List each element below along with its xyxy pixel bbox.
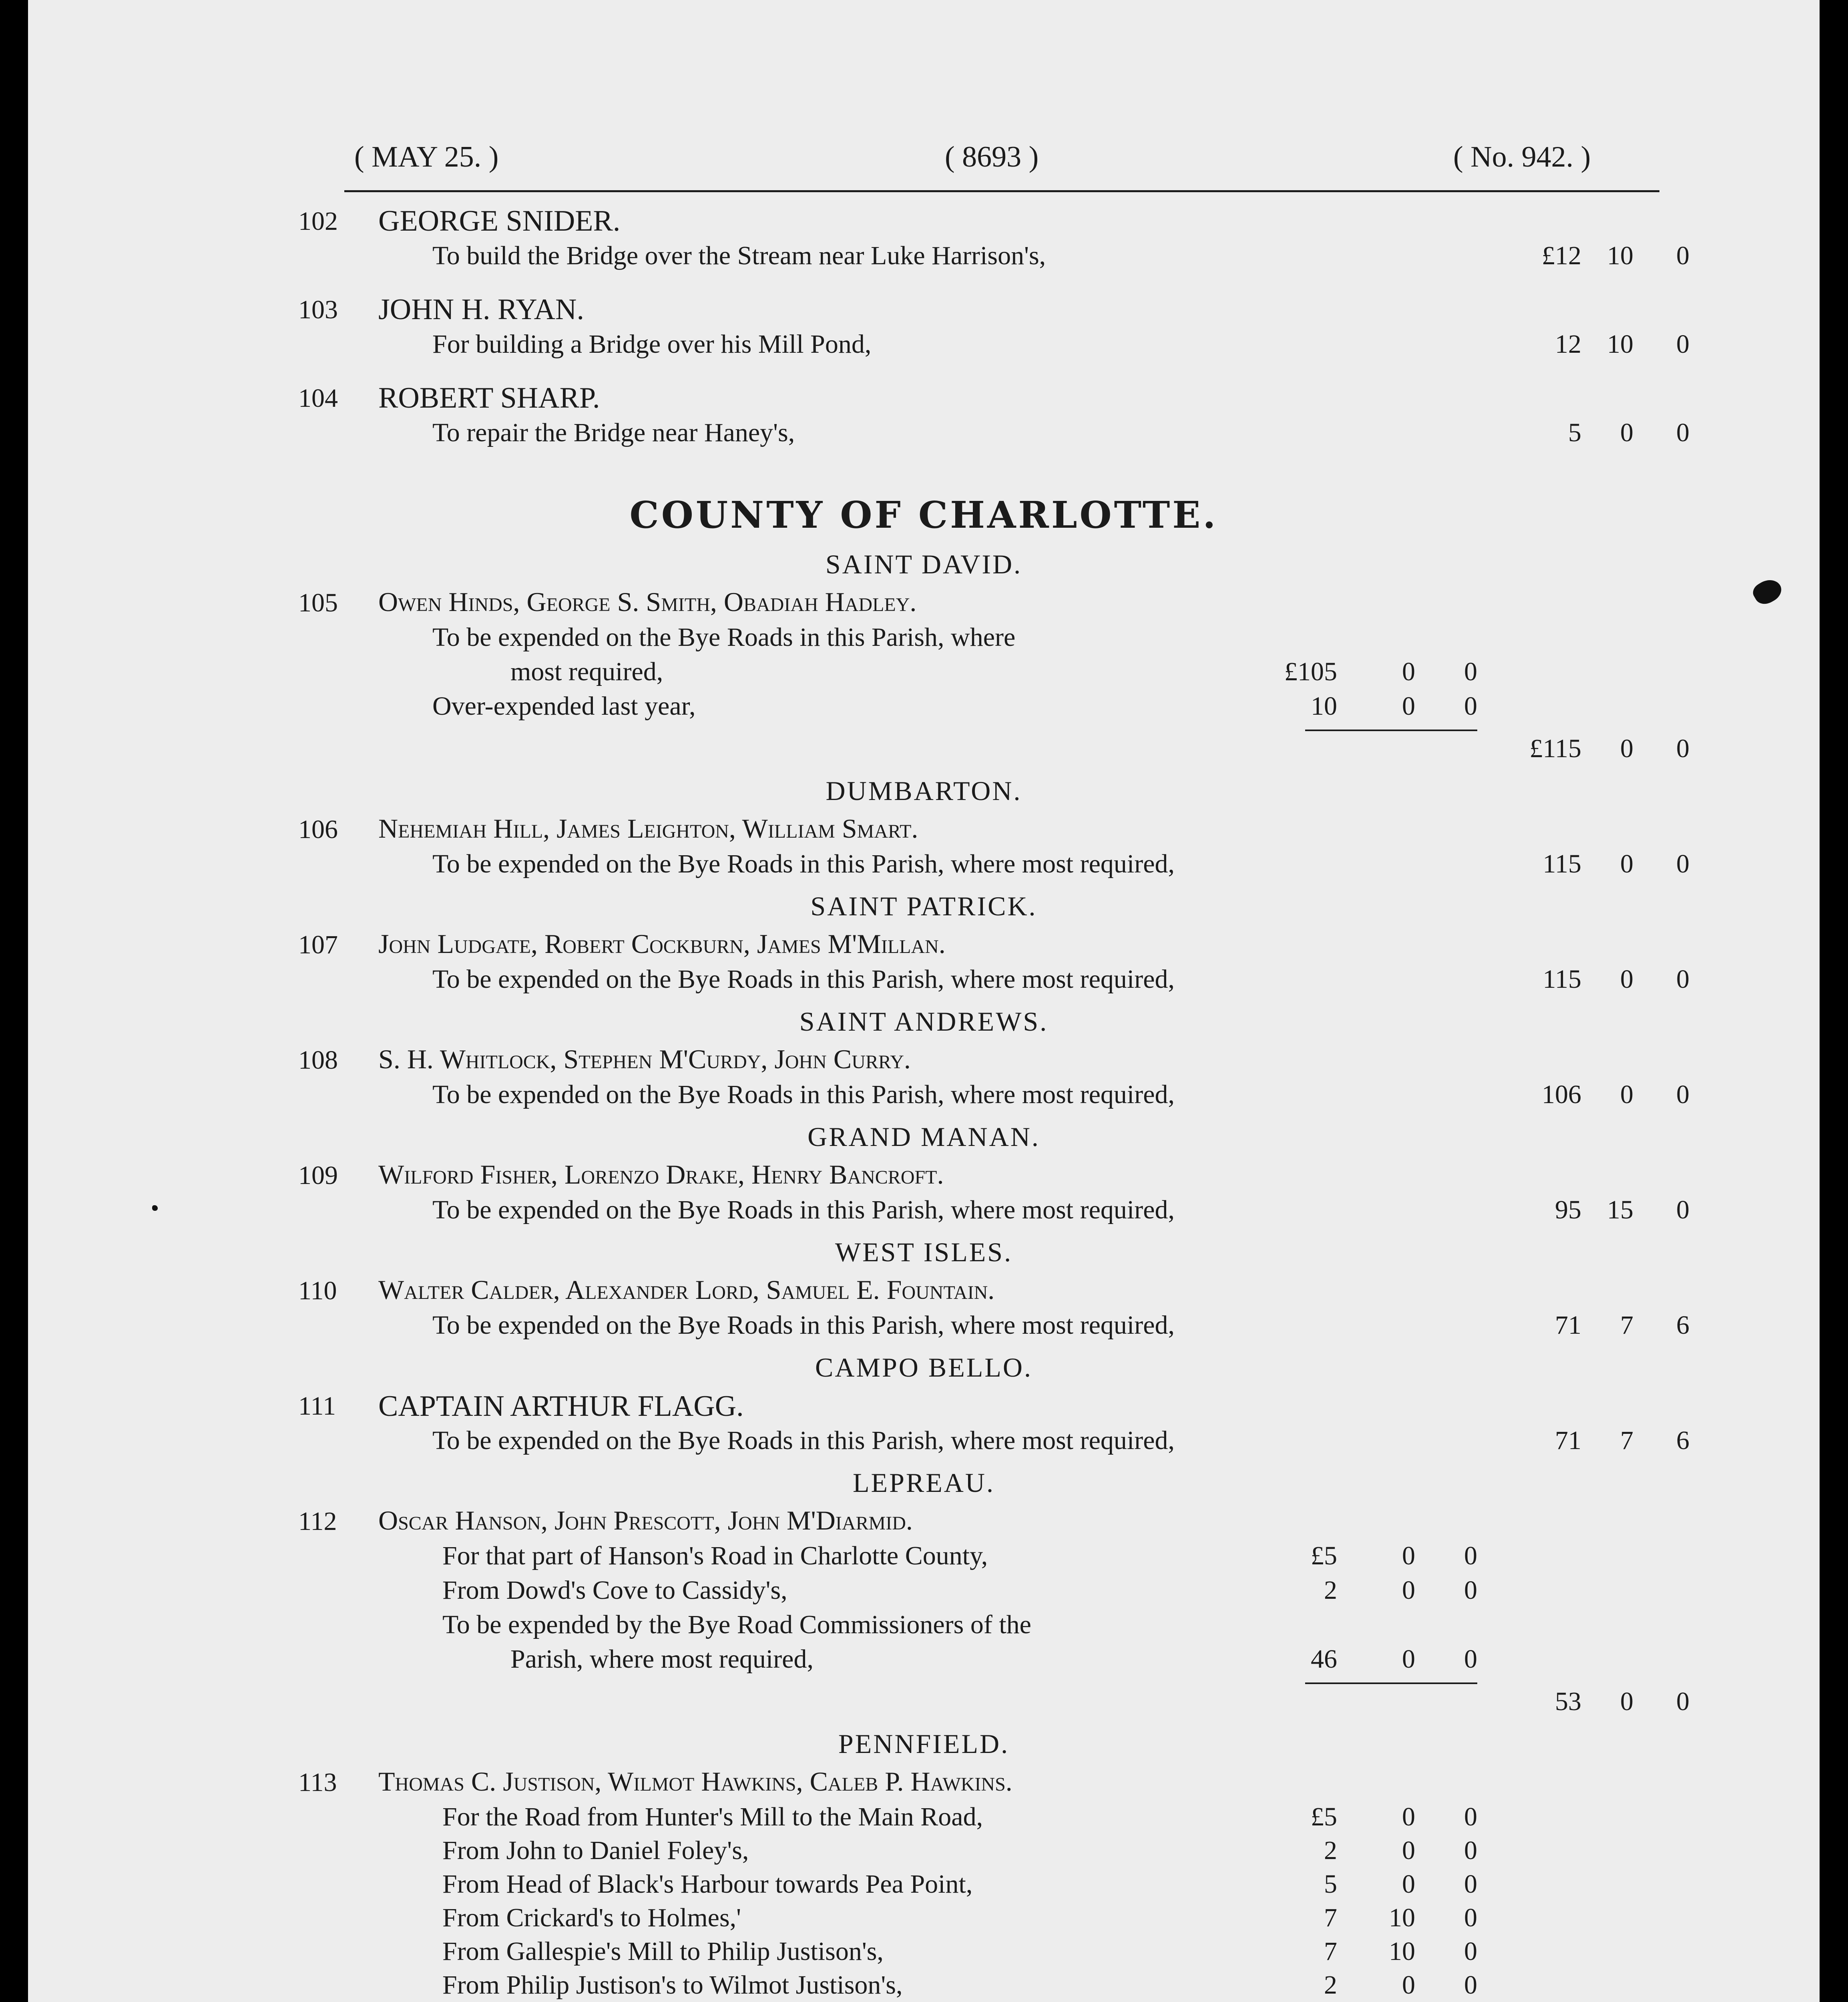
entry-amount: 0 xyxy=(1620,1687,1633,1716)
item-amount: £5 xyxy=(1311,1802,1337,1831)
item-amount: 10 xyxy=(1311,691,1337,721)
parish-heading: SAINT PATRICK. xyxy=(810,891,1037,921)
entry-description: To be expended on the Bye Roads in this Parish, where most required, xyxy=(432,1080,1175,1109)
commissioner-names: Thomas C. Justison, Wilmot Hawkins, Caleb P. Hawkins. xyxy=(378,1766,1012,1797)
entry-amount: 10 xyxy=(1607,330,1633,359)
item-amount: £105 xyxy=(1284,657,1337,686)
entry-number: 105 xyxy=(298,588,338,617)
item-amount: 0 xyxy=(1402,1836,1415,1865)
entry-amount: £115 xyxy=(1529,734,1581,763)
entry-number: 113 xyxy=(298,1768,337,1797)
item-amount: 0 xyxy=(1464,1541,1477,1570)
item-amount: 0 xyxy=(1464,1802,1477,1831)
item-description: From John to Daniel Foley's, xyxy=(442,1836,749,1865)
entry-description: To repair the Bridge near Haney's, xyxy=(432,418,795,447)
document-page xyxy=(28,0,1820,2002)
entry-name: JOHN H. RYAN. xyxy=(378,293,584,326)
item-amount: 0 xyxy=(1402,1576,1415,1605)
item-amount: 7 xyxy=(1324,1903,1337,1932)
ink-speck xyxy=(152,1205,158,1211)
item-description: From Dowd's Cove to Cassidy's, xyxy=(442,1576,787,1605)
entry-description: To be expended on the Bye Roads in this Parish, where most required, xyxy=(432,849,1175,878)
entry-description: To be expended on the Bye Roads in this Parish, where most required, xyxy=(432,1426,1175,1455)
item-amount: 0 xyxy=(1402,1869,1415,1899)
commissioner-names: Nehemiah Hill, James Leighton, William Smart. xyxy=(378,813,918,844)
commissioner-names: Oscar Hanson, John Prescott, John M'Diarmid. xyxy=(378,1505,913,1536)
subtotal-rule xyxy=(1305,1682,1477,1684)
item-amount: 0 xyxy=(1402,691,1415,721)
subtotal-rule xyxy=(1305,730,1477,731)
item-amount: 0 xyxy=(1464,1576,1477,1605)
item-amount: 5 xyxy=(1324,1869,1337,1899)
commissioner-names: S. H. Whitlock, Stephen M'Curdy, John Curry. xyxy=(378,1044,911,1074)
entry-amount: 71 xyxy=(1555,1426,1581,1455)
entry-amount: 15 xyxy=(1607,1195,1633,1224)
page-date-header: ( MAY 25. ) xyxy=(354,141,499,173)
header-rule xyxy=(344,190,1659,192)
item-amount: 0 xyxy=(1464,1970,1477,2000)
entry-amount: 6 xyxy=(1676,1311,1689,1340)
entry-number: 109 xyxy=(298,1161,338,1190)
item-amount: 0 xyxy=(1464,1644,1477,1674)
entry-amount: 0 xyxy=(1676,734,1689,763)
item-amount: 2 xyxy=(1324,1576,1337,1605)
item-amount: 46 xyxy=(1311,1644,1337,1674)
entry-amount: 0 xyxy=(1676,849,1689,878)
entry-amount: 0 xyxy=(1676,330,1689,359)
entry-amount: 95 xyxy=(1555,1195,1581,1224)
item-description: To be expended on the Bye Roads in this Parish, where xyxy=(432,623,1016,652)
parish-heading: DUMBARTON. xyxy=(826,776,1022,806)
entry-number: 103 xyxy=(298,295,338,324)
entry-name: ROBERT SHARP. xyxy=(378,382,600,414)
entry-amount: 0 xyxy=(1676,241,1689,270)
entry-amount: 0 xyxy=(1620,1080,1633,1109)
item-amount: 0 xyxy=(1464,1937,1477,1966)
item-amount: £5 xyxy=(1311,1541,1337,1570)
item-amount: 10 xyxy=(1389,1937,1415,1966)
parish-heading: LEPREAU. xyxy=(853,1467,995,1498)
parish-heading: WEST ISLES. xyxy=(835,1237,1013,1267)
entry-number: 106 xyxy=(298,815,338,844)
item-amount: 0 xyxy=(1464,691,1477,721)
entry-amount: 0 xyxy=(1620,965,1633,994)
entry-amount: 115 xyxy=(1543,965,1581,994)
entry-description: For building a Bridge over his Mill Pond, xyxy=(432,330,872,359)
entry-amount: 115 xyxy=(1543,849,1581,878)
page-content xyxy=(28,0,1820,2002)
entry-number: 110 xyxy=(298,1276,337,1305)
item-description: From Gallespie's Mill to Philip Justison's, xyxy=(442,1937,884,1966)
commissioner-names: Walter Calder, Alexander Lord, Samuel E. Fountain. xyxy=(378,1274,995,1305)
entry-amount: 0 xyxy=(1620,849,1633,878)
commissioner-names: Wilford Fisher, Lorenzo Drake, Henry Bancroft. xyxy=(378,1159,944,1190)
item-description: most required, xyxy=(510,657,663,686)
item-amount: 7 xyxy=(1324,1937,1337,1966)
entry-amount: 6 xyxy=(1676,1426,1689,1455)
entry-amount: 0 xyxy=(1676,1687,1689,1716)
parish-heading: CAMPO BELLO. xyxy=(815,1352,1032,1383)
entry-amount: 5 xyxy=(1568,418,1581,447)
entry-amount: 71 xyxy=(1555,1311,1581,1340)
item-amount: 0 xyxy=(1402,1970,1415,2000)
entry-number: 111 xyxy=(298,1391,336,1421)
county-heading: COUNTY OF CHARLOTTE. xyxy=(629,493,1218,537)
item-description: Over-expended last year, xyxy=(432,691,696,721)
entry-name: GEORGE SNIDER. xyxy=(378,205,621,237)
item-amount: 0 xyxy=(1402,1644,1415,1674)
entry-amount: 0 xyxy=(1676,1195,1689,1224)
entry-number: 107 xyxy=(298,930,338,959)
entry-amount: 12 xyxy=(1555,330,1581,359)
item-description: From Philip Justison's to Wilmot Justison's, xyxy=(442,1970,903,2000)
entry-amount: 53 xyxy=(1555,1687,1581,1716)
entry-amount: 7 xyxy=(1620,1311,1633,1340)
parish-heading: GRAND MANAN. xyxy=(807,1122,1040,1152)
item-amount: 10 xyxy=(1389,1903,1415,1932)
page-number: ( 8693 ) xyxy=(945,141,1039,173)
entry-amount: 0 xyxy=(1676,965,1689,994)
entry-description: To build the Bridge over the Stream near Luke Harrison's, xyxy=(432,241,1046,270)
entry-number: 108 xyxy=(298,1045,338,1075)
item-description: To be expended by the Bye Road Commissioners of the xyxy=(442,1610,1031,1639)
item-description: Parish, where most required, xyxy=(510,1644,814,1674)
item-amount: 0 xyxy=(1464,657,1477,686)
entry-amount: 0 xyxy=(1620,418,1633,447)
item-amount: 0 xyxy=(1402,657,1415,686)
entry-amount: 0 xyxy=(1676,418,1689,447)
entry-amount: 0 xyxy=(1676,1080,1689,1109)
item-description: For that part of Hanson's Road in Charlotte County, xyxy=(442,1541,988,1570)
entry-description: To be expended on the Bye Roads in this Parish, where most required, xyxy=(432,965,1175,994)
item-amount: 0 xyxy=(1402,1541,1415,1570)
commissioner-names: CAPTAIN ARTHUR FLAGG. xyxy=(378,1390,744,1423)
gazette-number: ( No. 942. ) xyxy=(1453,141,1591,173)
parish-heading: SAINT DAVID. xyxy=(825,549,1022,579)
item-description: From Head of Black's Harbour towards Pea Point, xyxy=(442,1869,973,1899)
item-amount: 0 xyxy=(1464,1836,1477,1865)
item-description: From Crickard's to Holmes,' xyxy=(442,1903,741,1932)
entry-number: 112 xyxy=(298,1507,337,1536)
item-amount: 0 xyxy=(1464,1869,1477,1899)
commissioner-names: Owen Hinds, George S. Smith, Obadiah Hadley. xyxy=(378,587,917,617)
item-description: For the Road from Hunter's Mill to the Main Road, xyxy=(442,1802,983,1831)
item-amount: 0 xyxy=(1402,1802,1415,1831)
parish-heading: PENNFIELD. xyxy=(838,1729,1010,1759)
entry-amount: 106 xyxy=(1542,1080,1581,1109)
entry-amount: 10 xyxy=(1607,241,1633,270)
commissioner-names: John Ludgate, Robert Cockburn, James M'Millan. xyxy=(378,929,946,959)
item-amount: 2 xyxy=(1324,1836,1337,1865)
item-amount: 0 xyxy=(1464,1903,1477,1932)
item-amount: 2 xyxy=(1324,1970,1337,2000)
entry-number: 102 xyxy=(298,207,338,236)
entry-amount: £12 xyxy=(1542,241,1581,270)
entry-amount: 7 xyxy=(1620,1426,1633,1455)
entry-number: 104 xyxy=(298,384,338,413)
entry-description: To be expended on the Bye Roads in this Parish, where most required, xyxy=(432,1311,1175,1340)
entry-amount: 0 xyxy=(1620,734,1633,763)
parish-heading: SAINT ANDREWS. xyxy=(799,1006,1049,1037)
entry-description: To be expended on the Bye Roads in this Parish, where most required, xyxy=(432,1195,1175,1224)
